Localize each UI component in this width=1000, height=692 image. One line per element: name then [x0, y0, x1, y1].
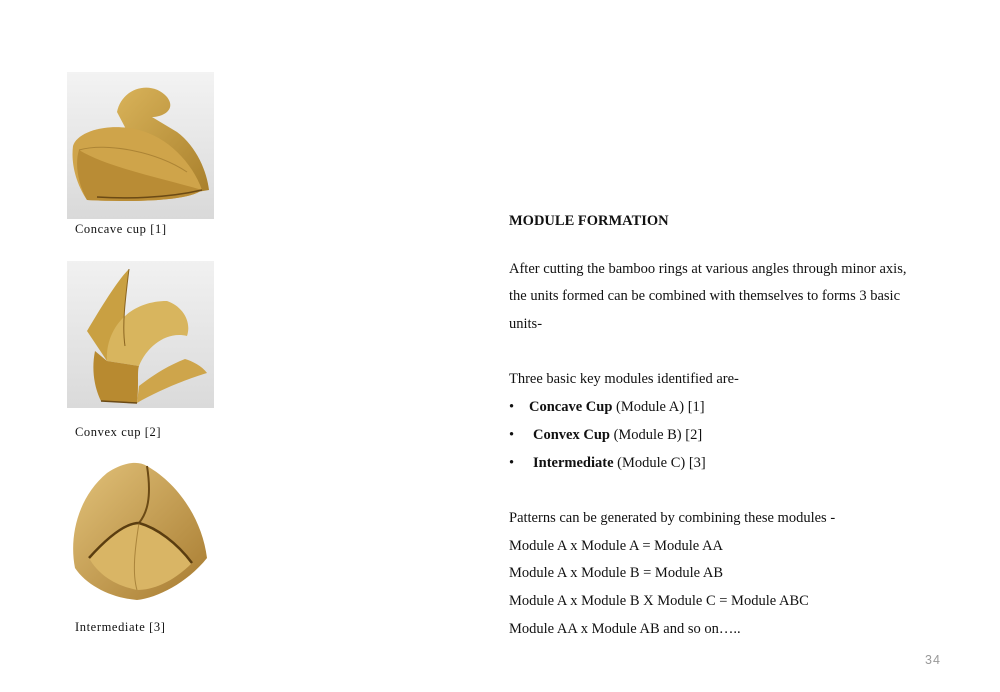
section-heading: MODULE FORMATION	[509, 213, 669, 229]
bullet-item	[509, 399, 705, 416]
figure-caption: Convex cup [2]	[75, 425, 162, 439]
bullet-rest: (Module B) [2]	[609, 427, 703, 443]
bullet-icon: •	[509, 399, 515, 415]
bullet-rest: (Module A) [1]	[612, 399, 705, 415]
figure-concave-cup	[67, 72, 214, 219]
bullet-item	[509, 455, 706, 472]
figure-caption: Concave cup [1]	[75, 222, 167, 236]
intro-line: units-	[509, 316, 543, 332]
intermediate-photo	[67, 458, 214, 605]
page-number: 34	[925, 653, 941, 667]
convex-cup-photo	[67, 261, 214, 408]
figure-convex-cup	[67, 261, 214, 408]
intro-line: the units formed can be combined with themselves to forms 3 basic	[509, 288, 901, 304]
pattern-line: Module A x Module B = Module AB	[509, 565, 724, 581]
bullet-icon: •	[509, 455, 515, 471]
pattern-line: Module A x Module B X Module C = Module ABC	[509, 593, 809, 609]
bullet-bold: Intermediate	[533, 455, 614, 471]
bullet-bold: Concave Cup	[529, 399, 613, 415]
bullet-bold: Convex Cup	[533, 427, 610, 443]
patterns-intro: Patterns can be generated by combining these modules -	[509, 510, 836, 526]
intro-line: After cutting the bamboo rings at various angles through minor axis,	[509, 261, 907, 277]
figure-caption: Intermediate [3]	[75, 620, 166, 634]
pattern-line: Module A x Module A = Module AA	[509, 538, 724, 554]
modules-intro: Three basic key modules identified are-	[509, 371, 739, 387]
pattern-line: Module AA x Module AB and so on…..	[509, 621, 741, 637]
bullet-rest: (Module C) [3]	[613, 455, 706, 471]
figure-intermediate	[67, 458, 214, 605]
bullet-icon: •	[509, 427, 515, 443]
bullet-item	[509, 427, 702, 444]
concave-cup-photo	[67, 72, 214, 219]
